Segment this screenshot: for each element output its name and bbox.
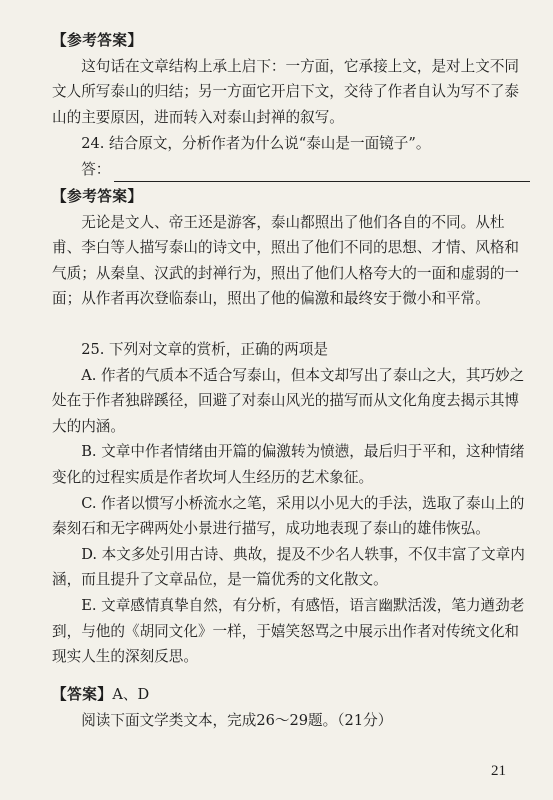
answer-paragraph: 这句话在文章结构上承上启下：一方面，它承接上文，是对上文不同文人所写泰山的归结；另一方面它开启下文，交待了作者自认为写不了泰山的主要原因，进而转入对泰山封禅的叙写。 (52, 57, 520, 126)
option-e: E. 文章感情真挚自然，有分析，有感悟，语言幽默活泼，笔力遒劲老到，与他的《胡同文化》一样，于嬉笑怒骂之中展示出作者对传统文化和现实人生的深刻反思。 (52, 596, 525, 666)
option-a: A. 作者的气质本不适合写泰山，但本文却写出了泰山之大，其巧妙之处在于作者独辟蹊径，回避了对泰山风光的描写而从文化角度去揭示其博大的内涵。 (52, 366, 525, 435)
reference-answer-section-1 (52, 28, 530, 130)
question-text: 25. 下列对文章的赏析，正确的两项是 (81, 341, 328, 358)
answer-blank-line[interactable] (114, 163, 530, 182)
option-b: B. 文章中作者情绪由开篇的偏激转为愤懑，最后归于平和，这种情绪变化的过程实质是作者坎坷人生经历的艺术象征。 (52, 443, 525, 486)
answer-section (52, 682, 530, 733)
question-25 (52, 337, 530, 670)
answer-label: 【答案】 (52, 686, 113, 703)
answer-paragraph: 无论是文人、帝王还是游客，泰山都照出了他们各自的不同。从杜甫、李白等人描写泰山的诗文中，照出了他们不同的思想、才情、风格和气质；从秦皇、汉武的封禅行为，照出了他们人格夸大的一面和虚弱的一面；从作者再次登临泰山，照出了他的偏激和最终安于微小和平常。 (52, 213, 520, 308)
question-24 (52, 131, 530, 182)
answer-row (52, 682, 530, 708)
answer-choices: A、D (112, 686, 150, 703)
reference-answer-label: 【参考答案】 (52, 188, 143, 205)
page-number: 21 (491, 763, 506, 779)
answer-line-row (52, 157, 530, 183)
option-c: C. 作者以惯写小桥流水之笔，采用以小见大的手法，选取了泰山上的秦刻石和无字碑两处小景进行描写，成功地表现了泰山的雄伟恢弘。 (52, 494, 525, 538)
option-d: D. 本文多处引用古诗、典故，提及不少名人轶事，不仅丰富了文章内涵，而且提升了文章品位，是一篇优秀的文化散文。 (52, 545, 525, 589)
reference-answer-section-2 (52, 184, 530, 312)
reading-instruction: 阅读下面文学类文本，完成26～29题。（21分） (81, 711, 393, 729)
reference-answer-label: 【参考答案】 (52, 32, 143, 49)
question-text: 24. 结合原文，分析作者为什么说“泰山是一面镜子”。 (81, 135, 431, 152)
answer-prompt: 答： (81, 160, 111, 178)
